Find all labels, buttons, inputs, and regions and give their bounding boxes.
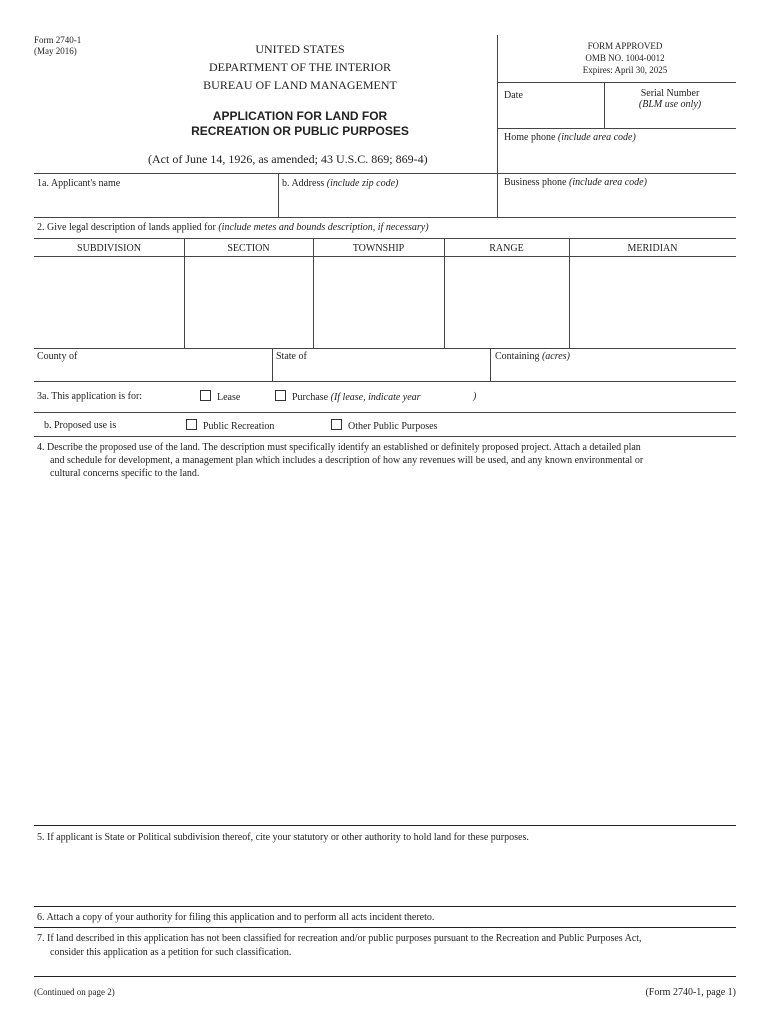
rule (278, 173, 279, 217)
q3b-label: b. Proposed use is (44, 420, 117, 431)
title-line1: APPLICATION FOR LAND FOR (212, 109, 388, 123)
q6-text: 6. Attach a copy of your authority for filing this application and to perform all acts incident thereto. (37, 912, 435, 923)
purchase-note: (If lease, indicate year (330, 392, 421, 403)
lease-checkbox[interactable] (200, 390, 211, 401)
meridian-field[interactable] (571, 259, 734, 345)
applicant-name-field[interactable] (37, 191, 273, 215)
containing-text: Containing (495, 351, 540, 362)
rule (34, 381, 736, 382)
lease-option[interactable] (200, 390, 240, 404)
home-phone-text: Home phone (504, 132, 556, 143)
rule (497, 128, 736, 129)
address-text: b. Address (282, 178, 325, 189)
serial-number-box (610, 88, 730, 110)
public-recreation-checkbox[interactable] (186, 419, 197, 430)
agency-block (170, 40, 430, 94)
q2-text: 2. Give legal description of lands applied for (37, 222, 216, 233)
lease-year-field[interactable] (440, 389, 470, 402)
form-date: (May 2016) (34, 46, 77, 56)
rule (34, 976, 736, 977)
rule (34, 825, 736, 826)
q2-note: (include metes and bounds description, if necessary) (218, 222, 429, 233)
purchase-checkbox[interactable] (275, 390, 286, 401)
rule (34, 238, 736, 239)
column-header-meridian: MERIDIAN (627, 243, 678, 254)
address-label (282, 177, 398, 190)
q7-text (37, 932, 733, 960)
business-phone-text: Business phone (504, 177, 567, 188)
containing-label (495, 350, 570, 363)
address-note: (include zip code) (326, 178, 399, 189)
form-id: Form 2740-1 (34, 35, 82, 45)
business-phone-label (504, 176, 647, 189)
serial-number-note: (BLM use only) (638, 99, 702, 110)
q4-line1: 4. Describe the proposed use of the land. The description must specifically identify an established or definitely proposed project. Attach a detailed plan (37, 442, 641, 453)
lease-label: Lease (217, 392, 241, 403)
county-label: County of (37, 351, 78, 362)
home-phone-note: (include area code) (557, 132, 636, 143)
rule (34, 436, 736, 437)
header-divider (497, 35, 498, 217)
containing-field[interactable] (495, 363, 733, 379)
page-number: (Form 2740-1, page 1) (645, 987, 736, 998)
address-field[interactable] (282, 191, 492, 215)
act-citation: (Act of June 14, 1926, as amended; 43 U.S.C. 869; 869-4) (148, 152, 428, 166)
approval-line3: Expires: April 30, 2025 (582, 65, 668, 75)
agency-line1: UNITED STATES (255, 42, 345, 56)
q4-line3: cultural concerns specific to the land. (50, 468, 200, 479)
rule (272, 348, 273, 381)
containing-note: (acres) (541, 351, 570, 362)
home-phone-label (504, 131, 636, 144)
rule (490, 348, 491, 381)
state-label: State of (276, 351, 307, 362)
authority-field[interactable] (37, 848, 733, 903)
q5-text: 5. If applicant is State or Political subdivision thereof, cite your statutory or other authority to hold land for these purposes. (37, 832, 529, 843)
purchase-label: Purchase (292, 392, 329, 403)
business-phone-field[interactable] (504, 191, 732, 215)
q7-line1: 7. If land described in this application has not been classified for recreation and/or public purposes pursuant to the Recreation and Public Purposes Act, (37, 933, 642, 944)
column-header-subdivision: SUBDIVISION (77, 243, 141, 254)
rule (34, 173, 736, 174)
title-line2: RECREATION OR PUBLIC PURPOSES (191, 124, 409, 138)
rule (34, 412, 736, 413)
rule (34, 906, 736, 907)
agency-line2: DEPARTMENT OF THE INTERIOR (208, 60, 392, 74)
applicant-name-label: 1a. Applicant's name (37, 178, 121, 189)
date-field[interactable] (504, 98, 600, 124)
proposed-use-field[interactable] (37, 486, 733, 822)
q2-label (37, 221, 429, 234)
business-phone-note: (include area code) (569, 177, 647, 188)
rule (34, 348, 736, 349)
other-public-label: Other Public Purposes (348, 421, 438, 432)
county-field[interactable] (37, 363, 267, 379)
column-header-range: RANGE (489, 243, 524, 254)
rule (34, 256, 736, 257)
q4-text (37, 441, 733, 480)
serial-number-label: Serial Number (640, 88, 700, 99)
rule (34, 217, 736, 218)
date-label: Date (504, 90, 523, 101)
home-phone-field[interactable] (504, 146, 732, 170)
column-header-section: SECTION (227, 243, 270, 254)
state-field[interactable] (276, 363, 486, 379)
rule (497, 82, 736, 83)
agency-line3: BUREAU OF LAND MANAGEMENT (203, 78, 397, 92)
q7-line2: consider this application as a petition for such classification. (50, 947, 292, 958)
approval-line1: FORM APPROVED (587, 41, 663, 51)
rule (34, 927, 736, 928)
section-field[interactable] (186, 259, 311, 345)
purchase-option[interactable] (275, 390, 421, 404)
lease-year-close: ) (473, 391, 477, 402)
q4-line2: and schedule for development, a management plan which includes a description of how any revenues will be used, and any known environmental or (50, 455, 644, 466)
other-public-option[interactable] (331, 419, 437, 433)
approval-line2: OMB NO. 1004-0012 (585, 53, 665, 63)
q3a-label: 3a. This application is for: (37, 391, 143, 402)
approval-block (540, 40, 710, 76)
public-recreation-label: Public Recreation (203, 421, 275, 432)
range-field[interactable] (446, 259, 567, 345)
page-title (150, 109, 450, 139)
other-public-checkbox[interactable] (331, 419, 342, 430)
public-recreation-option[interactable] (186, 419, 274, 433)
rule (604, 82, 605, 128)
column-header-township: TOWNSHIP (352, 243, 405, 254)
township-field[interactable] (315, 259, 442, 345)
continued-note: (Continued on page 2) (34, 987, 115, 997)
subdivision-field[interactable] (36, 259, 182, 345)
